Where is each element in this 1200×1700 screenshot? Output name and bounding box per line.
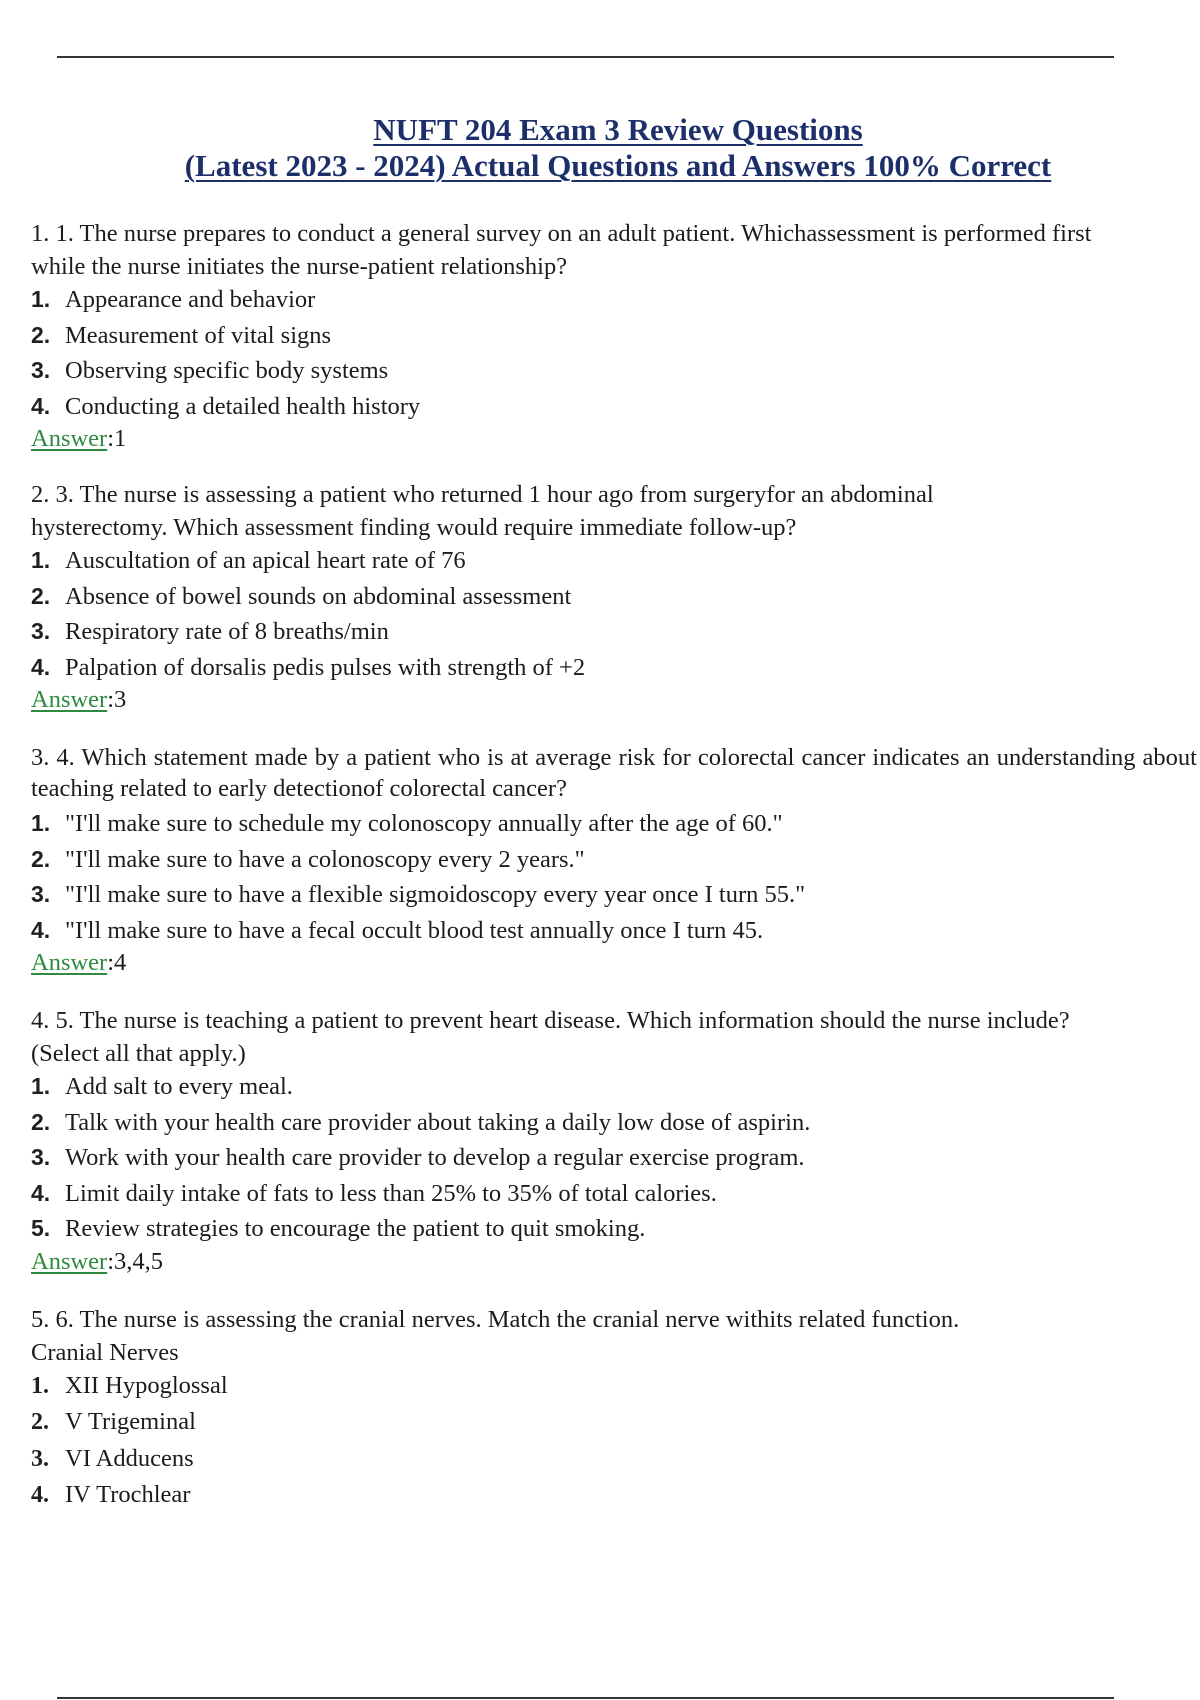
option-item — [31, 1069, 1200, 1105]
option-text: "I'll make sure to have a fecal occult blood test annually once I turn 45. — [65, 916, 764, 944]
question-stem-continued: while the nurse initiates the nurse-patient relationship? — [31, 253, 568, 280]
option-text: Auscultation of an apical heart rate of 76 — [65, 547, 466, 574]
option-item — [31, 650, 1200, 686]
option-item — [31, 806, 1200, 842]
answer-options — [31, 806, 1200, 948]
option-number: 3. — [31, 881, 51, 907]
question-stem-continued: Cranial Nerves — [31, 1338, 179, 1366]
answer-value: :3 — [107, 686, 127, 713]
option-item — [31, 1105, 1200, 1141]
option-text: Absence of bowel sounds on abdominal assessment — [65, 582, 572, 610]
option-item — [31, 353, 1200, 389]
option-text: Appearance and behavior — [65, 286, 316, 313]
option-number: 3. — [31, 1144, 51, 1170]
option-item — [31, 614, 1200, 650]
document-subtitle: (Latest 2023 - 2024) Actual Questions and Answers 100% Correct — [184, 148, 1052, 183]
question-stem: 5. 6. The nurse is assessing the cranial nerves. Match the cranial nerve withits related function. — [31, 1305, 960, 1333]
answer-line — [31, 1246, 1200, 1278]
question-3 — [31, 742, 1200, 979]
answer-options — [31, 1368, 1200, 1514]
option-text: "I'll make sure to have a flexible sigmoidoscopy every year once I turn 55." — [65, 881, 806, 908]
option-number: 3. — [31, 357, 51, 383]
option-item — [31, 1140, 1200, 1176]
question-2 — [31, 479, 1200, 716]
option-text: Review strategies to encourage the patient to quit smoking. — [65, 1215, 646, 1242]
option-text: XII Hypoglossal — [65, 1371, 228, 1399]
option-item — [31, 1211, 1200, 1247]
option-item — [31, 1477, 1200, 1514]
option-item — [31, 543, 1200, 579]
answer-label: Answer — [31, 949, 108, 976]
answer-value: :1 — [107, 425, 127, 452]
option-number: 2. — [31, 845, 51, 872]
question-4 — [31, 1005, 1200, 1278]
option-number: 2. — [31, 1409, 49, 1435]
answer-options — [31, 543, 1200, 685]
answer-label: Answer — [31, 686, 108, 713]
option-item — [31, 913, 1200, 949]
option-item — [31, 1404, 1200, 1441]
option-text: "I'll make sure to schedule my colonoscopy annually after the age of 60." — [65, 810, 783, 837]
option-text: VI Adducens — [65, 1444, 194, 1472]
option-number: 1. — [31, 547, 51, 573]
option-item — [31, 842, 1200, 878]
option-item — [31, 877, 1200, 913]
option-item — [31, 1441, 1200, 1478]
question-stem: 2. 3. The nurse is assessing a patient who returned 1 hour ago from surgeryfor an abdominal — [31, 481, 934, 508]
option-item — [31, 389, 1200, 425]
option-text: Measurement of vital signs — [65, 321, 332, 349]
answer-label: Answer — [31, 425, 108, 452]
answer-value: :3,4,5 — [107, 1247, 164, 1275]
option-number: 2. — [31, 582, 51, 609]
question-stem: 1. 1. The nurse prepares to conduct a general survey on an adult patient. Whichassessment is performed first — [31, 220, 1092, 247]
answer-label: Answer — [31, 1247, 108, 1275]
option-text: Work with your health care provider to develop a regular exercise program. — [65, 1144, 805, 1171]
option-number: 4. — [31, 392, 51, 419]
question-1 — [31, 218, 1200, 455]
option-text: Palpation of dorsalis pedis pulses with strength of +2 — [65, 653, 586, 681]
option-item — [31, 1176, 1200, 1212]
answer-options — [31, 282, 1200, 424]
option-number: 2. — [31, 321, 51, 348]
question-stem: 3. 4. Which statement made by a patient who is at average risk for colorectal cancer indicates an understanding about teaching related to early detectionof colorectal cancer? — [31, 744, 1197, 802]
option-number: 4. — [31, 1482, 49, 1508]
option-text: Add salt to every meal. — [65, 1073, 293, 1100]
option-text: Talk with your health care provider about taking a daily low dose of aspirin. — [65, 1108, 811, 1136]
option-text: Limit daily intake of fats to less than 25% to 35% of total calories. — [65, 1179, 717, 1207]
answer-line — [31, 423, 1200, 455]
question-stem: 4. 5. The nurse is teaching a patient to prevent heart disease. Which information should the nurse include? — [31, 1007, 1070, 1034]
top-divider — [57, 56, 1114, 58]
option-item — [31, 579, 1200, 615]
answer-line — [31, 684, 1200, 716]
option-number: 1. — [31, 286, 51, 312]
questions-list — [31, 218, 1200, 1534]
option-text: Observing specific body systems — [65, 357, 389, 384]
answer-line — [31, 947, 1200, 979]
answer-options — [31, 1069, 1200, 1247]
option-number: 2. — [31, 1108, 51, 1135]
option-number: 4. — [31, 916, 51, 943]
option-text: Conducting a detailed health history — [65, 392, 421, 420]
document-title: NUFT 204 Exam 3 Review Questions — [373, 112, 863, 147]
option-item — [31, 1368, 1200, 1405]
option-number: 1. — [31, 810, 51, 836]
question-stem-continued: hysterectomy. Which assessment finding would require immediate follow-up? — [31, 514, 797, 541]
option-text: IV Trochlear — [65, 1481, 191, 1508]
option-number: 1. — [31, 1372, 49, 1399]
question-5 — [31, 1304, 1200, 1514]
option-number: 5. — [31, 1215, 51, 1241]
option-text: "I'll make sure to have a colonoscopy every 2 years." — [65, 845, 585, 873]
option-number: 4. — [31, 1179, 51, 1206]
option-item — [31, 318, 1200, 354]
option-item — [31, 282, 1200, 318]
question-stem-continued: (Select all that apply.) — [31, 1040, 246, 1067]
option-number: 4. — [31, 653, 51, 680]
bottom-divider — [57, 1697, 1114, 1699]
answer-value: :4 — [107, 949, 127, 976]
option-number: 3. — [31, 1445, 49, 1472]
option-number: 1. — [31, 1073, 51, 1099]
option-number: 3. — [31, 618, 51, 644]
option-text: Respiratory rate of 8 breaths/min — [65, 618, 389, 645]
option-text: V Trigeminal — [65, 1408, 196, 1435]
